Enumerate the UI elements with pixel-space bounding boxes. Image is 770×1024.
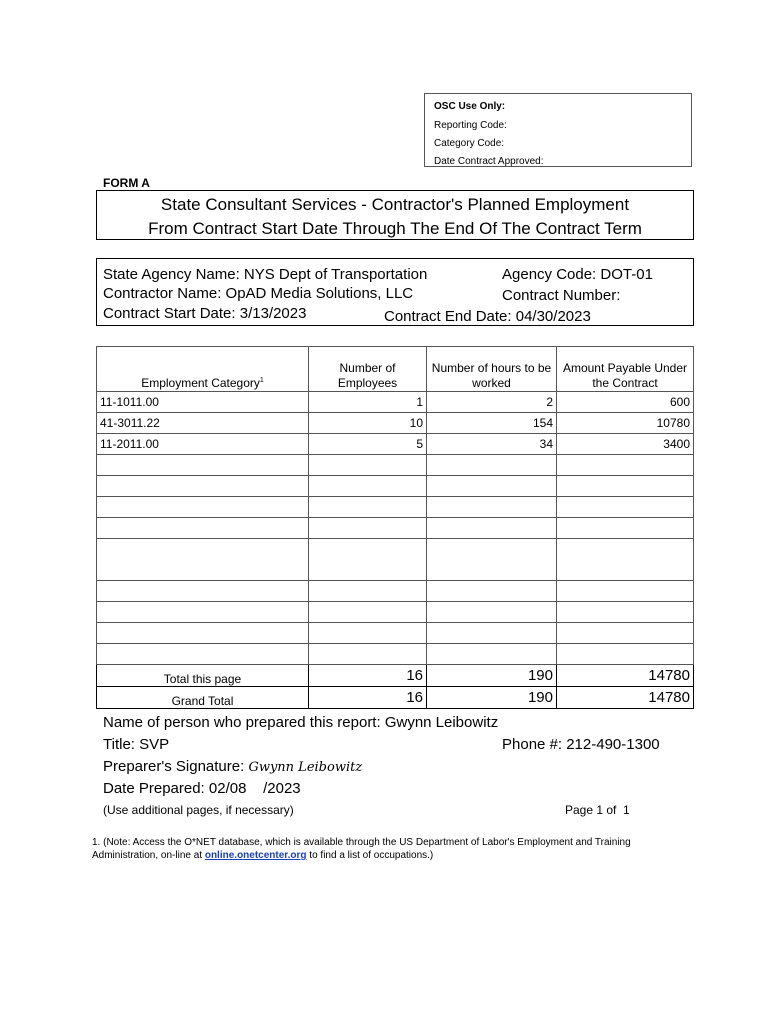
grand-total-hours: 190 xyxy=(427,687,557,709)
total-page-label: Total this page xyxy=(97,665,309,687)
empty-row xyxy=(97,602,694,623)
table-header-row xyxy=(97,347,694,392)
footnote-text-1: 1. (Note: Access the O*NET database, which is available through the US Department of Labor's Employment and Training Administration, on-line at xyxy=(92,837,631,861)
hours-cell: 2 xyxy=(427,392,557,413)
header-number-of-employees: Number of Employees xyxy=(309,347,427,392)
grand-total-label: Grand Total xyxy=(97,687,309,709)
preparer-phone: Phone #: 212-490-1300 xyxy=(502,736,660,753)
contract-number: Contract Number: xyxy=(502,287,621,304)
osc-use-only-box xyxy=(424,93,692,167)
header-amount-payable: Amount Payable Under the Contract xyxy=(557,347,694,392)
contractor-name: Contractor Name: OpAD Media Solutions, LLC xyxy=(103,285,414,302)
agency-name: State Agency Name: NYS Dept of Transportation xyxy=(103,266,428,283)
hours-cell: 34 xyxy=(427,434,557,455)
form-label: FORM A xyxy=(103,176,150,190)
category-cell: 11-2011.00 xyxy=(97,434,309,455)
category-cell: 41-3011.22 xyxy=(97,413,309,434)
table-row xyxy=(97,413,694,434)
contract-start-date: Contract Start Date: 3/13/2023 xyxy=(103,305,307,322)
footnote xyxy=(92,836,692,862)
onet-link[interactable]: online.onetcenter.org xyxy=(204,850,307,861)
employees-cell: 1 xyxy=(309,392,427,413)
category-cell: 11-1011.00 xyxy=(97,392,309,413)
total-page-amount: 14780 xyxy=(557,665,694,687)
total-this-page-row xyxy=(97,665,694,687)
empty-row xyxy=(97,623,694,644)
date-approved-label: Date Contract Approved: xyxy=(434,156,544,167)
empty-row xyxy=(97,476,694,497)
contract-info-box xyxy=(96,258,694,326)
agency-code: Agency Code: DOT-01 xyxy=(502,266,653,283)
signature-label: Preparer's Signature: xyxy=(103,758,245,775)
form-title-line2: From Contract Start Date Through The End Of The Contract Term xyxy=(148,219,642,238)
reporting-code-label: Reporting Code: xyxy=(434,120,507,131)
preparer-signature: Gwynn Leibowitz xyxy=(248,760,363,775)
header-employment-category: Employment Category$^1$ xyxy=(97,347,309,392)
preparer-title: Title: SVP xyxy=(103,736,170,753)
contract-end-date: Contract End Date: 04/30/2023 xyxy=(384,308,591,325)
grand-total-amount: 14780 xyxy=(557,687,694,709)
empty-row xyxy=(97,644,694,665)
amount-cell: 10780 xyxy=(557,413,694,434)
hours-cell: 154 xyxy=(427,413,557,434)
employees-cell: 10 xyxy=(309,413,427,434)
empty-row xyxy=(97,455,694,476)
total-page-hours: 190 xyxy=(427,665,557,687)
grand-total-row xyxy=(97,687,694,709)
category-code-label: Category Code: xyxy=(434,138,505,149)
form-title-box xyxy=(96,190,694,240)
empty-row xyxy=(97,539,694,581)
footnote-text-2: to find a list of occupations.) xyxy=(306,850,434,861)
signature-line xyxy=(103,758,362,775)
preparer-name: Name of person who prepared this report: Gwynn Leibowitz xyxy=(103,714,499,731)
page-number: Page 1 of 1 xyxy=(565,803,630,817)
empty-row xyxy=(97,581,694,602)
osc-title: OSC Use Only: xyxy=(434,101,506,112)
form-title-line1: State Consultant Services - Contractor's Planned Employment xyxy=(160,195,630,214)
amount-cell: 3400 xyxy=(557,434,694,455)
employment-table xyxy=(96,346,694,709)
additional-pages-note: (Use additional pages, if necessary) xyxy=(103,803,294,817)
date-prepared: Date Prepared: 02/08 /2023 xyxy=(103,780,301,797)
employees-cell: 5 xyxy=(309,434,427,455)
empty-row xyxy=(97,497,694,518)
table-row xyxy=(97,392,694,413)
amount-cell: 600 xyxy=(557,392,694,413)
table-row xyxy=(97,434,694,455)
header-hours-worked: Number of hours to be worked xyxy=(427,347,557,392)
total-page-employees: 16 xyxy=(309,665,427,687)
grand-total-employees: 16 xyxy=(309,687,427,709)
empty-row xyxy=(97,518,694,539)
